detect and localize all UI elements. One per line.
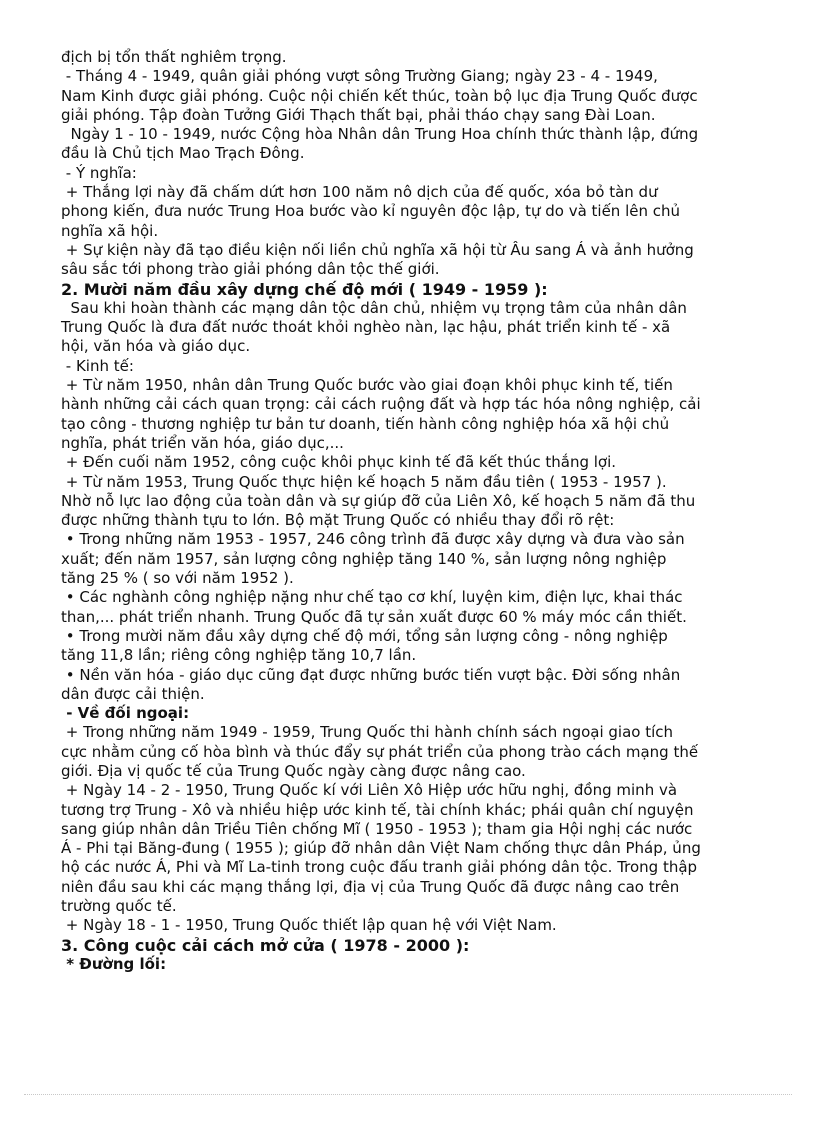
text-line: + Trong những năm 1949 - 1959, Trung Quốc thi hành chính sách ngoại giao tích bbox=[61, 723, 674, 742]
text-line: trường quốc tế. bbox=[61, 897, 177, 916]
text-line: • Trong mười năm đầu xây dựng chế độ mới, tổng sản lượng công - nông nghiệp bbox=[61, 626, 668, 645]
text-line: + Ngày 14 - 2 - 1950, Trung Quốc kí với Liên Xô Hiệp ước hữu nghị, đồng minh và bbox=[61, 781, 678, 800]
text-line: dân được cải thiện. bbox=[61, 684, 205, 703]
text-line: + Đến cuối năm 1952, công cuộc khôi phục kinh tế đã kết thúc thắng lợi. bbox=[61, 453, 617, 472]
text-line: nghĩa, phát triển văn hóa, giáo dục,... bbox=[61, 433, 344, 452]
subheading-line: * Đường lối: bbox=[61, 954, 167, 973]
text-line: + Từ năm 1953, Trung Quốc thực hiện kế hoạch 5 năm đầu tiên ( 1953 - 1957 ). bbox=[61, 472, 667, 491]
text-line: hộ các nước Á, Phi và Mĩ La-tinh trong cuộc đấu tranh giải phóng dân tộc. Trong thập bbox=[61, 858, 698, 877]
text-line: than,... phát triển nhanh. Trung Quốc đã tự sản xuất được 60 % máy móc cần thiết. bbox=[61, 607, 687, 626]
text-line: + Ngày 18 - 1 - 1950, Trung Quốc thiết lập quan hệ với Việt Nam. bbox=[61, 916, 557, 935]
page-bottom-divider bbox=[24, 1094, 792, 1095]
text-line: Sau khi hoàn thành các mạng dân tộc dân chủ, nhiệm vụ trọng tâm của nhân dân bbox=[61, 298, 687, 317]
text-line: Nam Kinh được giải phóng. Cuộc nội chiến kết thúc, toàn bộ lục địa Trung Quốc được bbox=[61, 86, 698, 105]
text-line: • Các nghành công nghiệp nặng như chế tạo cơ khí, luyện kim, điện lực, khai thác bbox=[61, 588, 683, 607]
text-line: niên đầu sau khi các mạng thắng lợi, địa vị của Trung Quốc đã được nâng cao trên bbox=[61, 877, 680, 896]
text-line: sang giúp nhân dân Triều Tiên chống Mĩ ( 1950 - 1953 ); tham gia Hội nghị các nước bbox=[61, 819, 693, 838]
text-line: phong kiến, đưa nước Trung Hoa bước vào kỉ nguyên độc lập, tự do và tiến lên chủ bbox=[61, 202, 681, 221]
text-line: Ngày 1 - 10 - 1949, nước Cộng hòa Nhân dân Trung Hoa chính thức thành lập, đứng bbox=[61, 125, 699, 144]
text-line: giải phóng. Tập đoàn Tưởng Giới Thạch thất bại, phải tháo chạy sang Đài Loan. bbox=[61, 105, 656, 124]
text-line: tạo công - thương nghiệp tư bản tư doanh, tiến hành công nghiệp hóa xã hội chủ bbox=[61, 414, 670, 433]
text-line: • Trong những năm 1953 - 1957, 246 công trình đã được xây dựng và đưa vào sản bbox=[61, 530, 685, 549]
text-line: hội, văn hóa và giáo dục. bbox=[61, 337, 251, 356]
text-line: sâu sắc tới phong trào giải phóng dân tộc thế giới. bbox=[61, 260, 440, 279]
text-line: địch bị tổn thất nghiêm trọng. bbox=[61, 48, 287, 66]
text-line: + Thắng lợi này đã chấm dứt hơn 100 năm nô dịch của đế quốc, xóa bỏ tàn dư bbox=[61, 183, 658, 202]
text-line: giới. Địa vị quốc tế của Trung Quốc ngày càng được nâng cao. bbox=[61, 761, 526, 780]
text-line: • Nền văn hóa - giáo dục cũng đạt được những bước tiến vượt bậc. Đời sống nhân bbox=[61, 665, 681, 684]
section-heading: 2. Mười năm đầu xây dựng chế độ mới ( 1949 - 1959 ): bbox=[61, 279, 548, 299]
text-line: cực nhằm củng cố hòa bình và thúc đẩy sự phát triển của phong trào cách mạng thế bbox=[61, 742, 699, 761]
text-line: Trung Quốc là đưa đất nước thoát khỏi nghèo nàn, lạc hậu, phát triển kinh tế - xã bbox=[61, 318, 671, 337]
text-line: Á - Phi tại Băng-đung ( 1955 ); giúp đỡ nhân dân Việt Nam chống thực dân Pháp, ủng bbox=[61, 839, 701, 858]
text-line: tương trợ Trung - Xô và nhiều hiệp ước kinh tế, tài chính khác; phái quân chí nguyện bbox=[61, 800, 694, 819]
text-line: + Từ năm 1950, nhân dân Trung Quốc bước vào giai đoạn khôi phục kinh tế, tiến bbox=[61, 376, 673, 395]
text-line: Nhờ nỗ lực lao động của toàn dân và sự giúp đỡ của Liên Xô, kế hoạch 5 năm đã thu bbox=[61, 491, 696, 510]
subheading-line: - Về đối ngoại: bbox=[61, 704, 190, 723]
text-line: được những thành tựu to lớn. Bộ mặt Trung Quốc có nhiều thay đổi rõ rệt: bbox=[61, 511, 615, 530]
document-page bbox=[61, 48, 761, 974]
text-line: hành những cải cách quan trọng: cải cách ruộng đất và hợp tác hóa nông nghiệp, cải bbox=[61, 395, 701, 414]
text-line: nghĩa xã hội. bbox=[61, 221, 159, 240]
text-line: - Ý nghĩa: bbox=[61, 163, 137, 182]
text-line: - Kinh tế: bbox=[61, 356, 134, 375]
text-line: xuất; đến năm 1957, sản lượng công nghiệp tăng 140 %, sản lượng nông nghiệp bbox=[61, 549, 667, 568]
text-line: tăng 25 % ( so với năm 1952 ). bbox=[61, 569, 294, 588]
text-line: đầu là Chủ tịch Mao Trạch Đông. bbox=[61, 144, 305, 163]
text-line: + Sự kiện này đã tạo điều kiện nối liền chủ nghĩa xã hội từ Âu sang Á và ảnh hưởng bbox=[61, 240, 694, 259]
section-heading: 3. Công cuộc cải cách mở cửa ( 1978 - 2000 ): bbox=[61, 935, 470, 955]
text-line: tăng 11,8 lần; riêng công nghiệp tăng 10,7 lần. bbox=[61, 646, 417, 665]
text-line: - Tháng 4 - 1949, quân giải phóng vượt sông Trường Giang; ngày 23 - 4 - 1949, bbox=[61, 67, 658, 86]
